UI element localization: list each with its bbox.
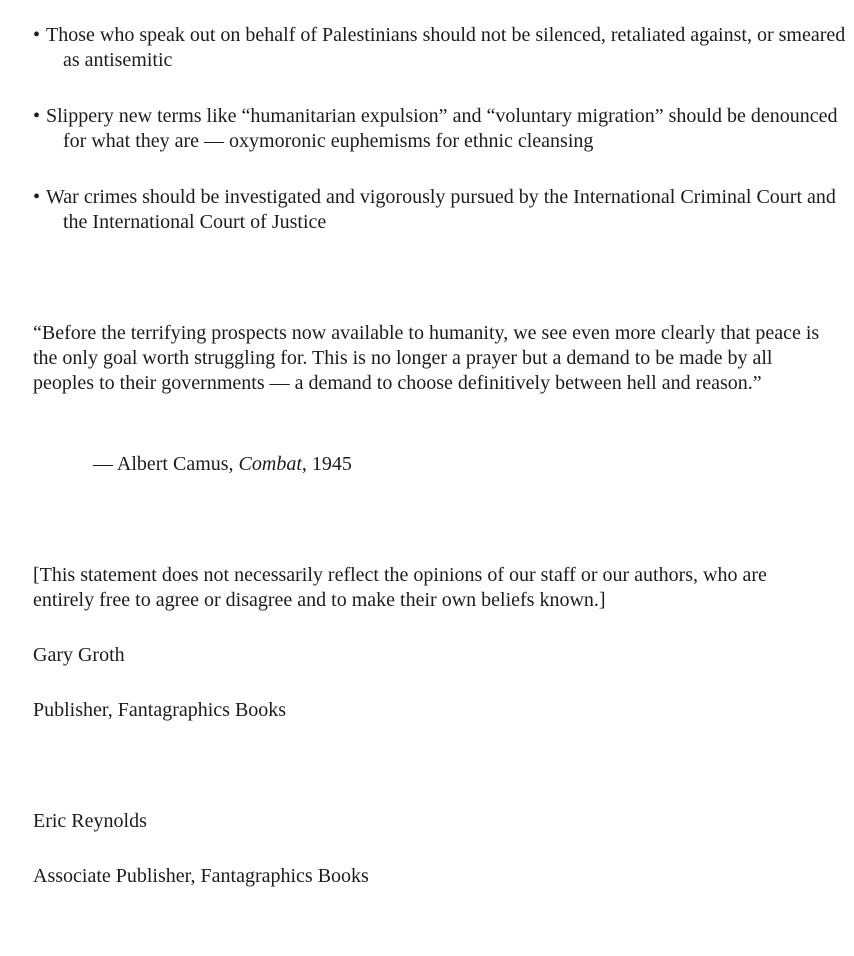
bullet-item [33, 104, 853, 154]
attribution-prefix: — Albert Camus, [93, 453, 239, 475]
bullet-text: Slippery new terms like “humanitarian expulsion” and “voluntary migration” should be denounced for what they are — oxymoronic euphemisms for ethnic cleansing [46, 105, 838, 152]
signatory-name: Gary Groth [33, 644, 125, 666]
bullet-text: Those who speak out on behalf of Palestinians should not be silenced, retaliated against, or smeared as antisemitic [46, 24, 846, 71]
bullet-text: War crimes should be investigated and vigorously pursued by the International Criminal Court and the International Court of Justice [46, 186, 836, 233]
bullet-item [33, 23, 853, 73]
signatory-title: Publisher, Fantagraphics Books [33, 699, 287, 721]
signatory-name: Eric Reynolds [33, 810, 147, 832]
camus-quote: “Before the terrifying prospects now available to humanity, we see even more clearly that peace is the only goal worth struggling for. This is no longer a prayer but a demand to be made by all peoples to their governments — a demand to choose definitively between hell and reason.” [33, 322, 820, 394]
bullet-item [33, 185, 853, 235]
bullet-marker: • [33, 105, 41, 127]
bullet-marker: • [33, 186, 41, 208]
attribution-suffix: , 1945 [301, 453, 352, 475]
quote-attribution [93, 452, 352, 477]
bullet-marker: • [33, 24, 41, 46]
attribution-work: Combat [238, 453, 302, 475]
signatory-title: Associate Publisher, Fantagraphics Books [33, 865, 369, 887]
disclaimer: [This statement does not necessarily reflect the opinions of our staff or our authors, who are entirely free to agree or disagree and to make their own beliefs known.] [33, 564, 767, 611]
